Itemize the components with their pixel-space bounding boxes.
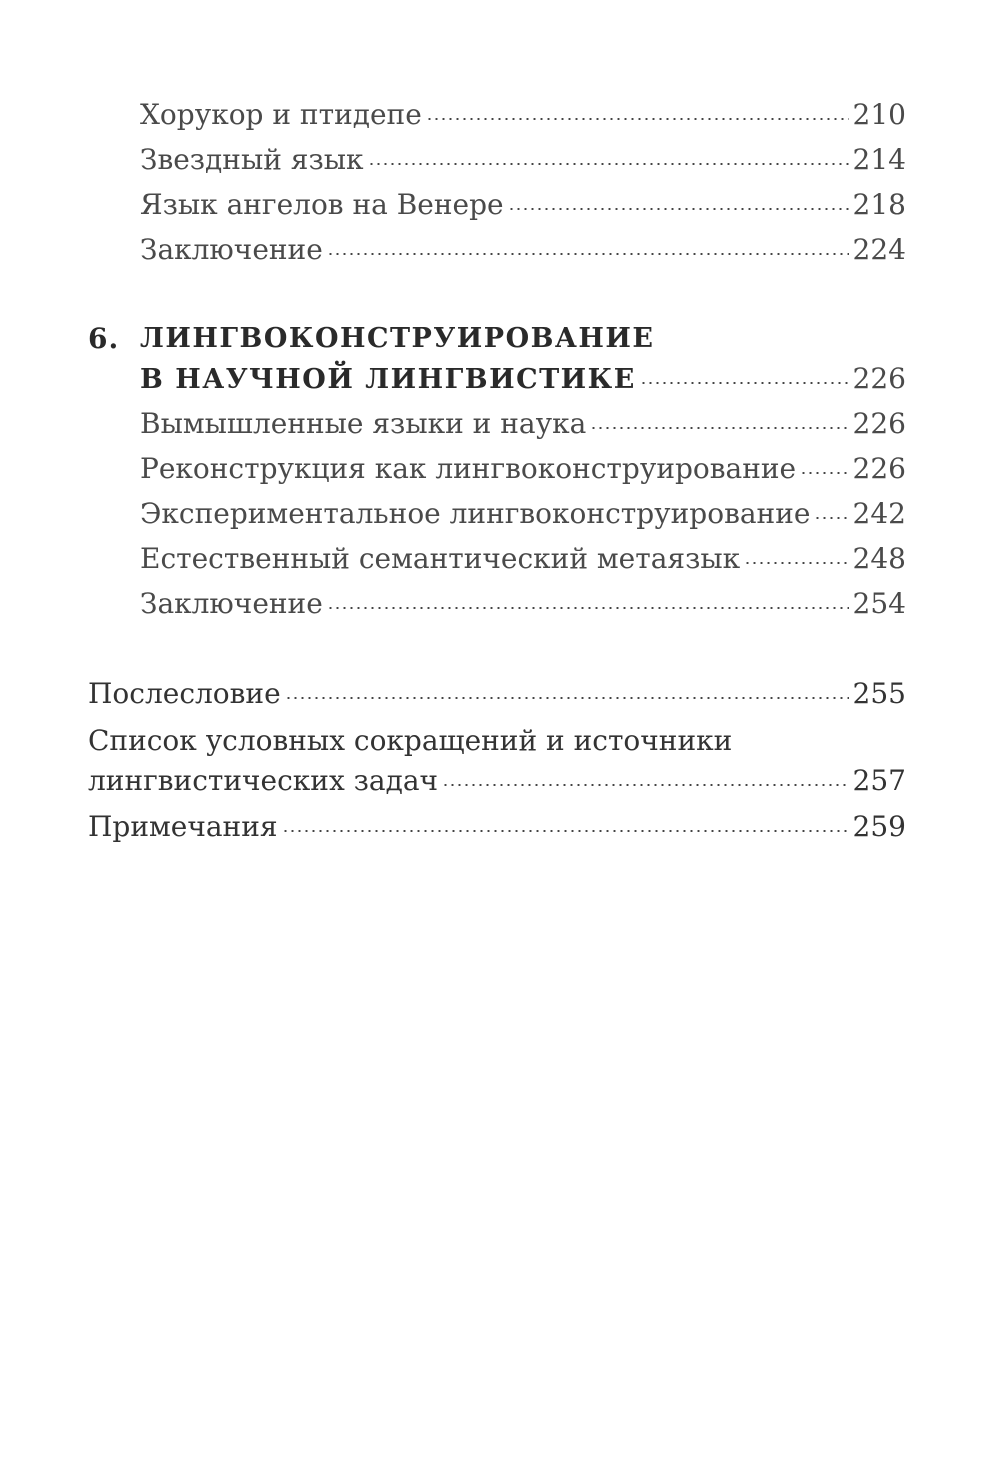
toc-entry[interactable]: [140, 233, 906, 267]
toc-entry-title: Заключение: [140, 587, 323, 620]
toc-entry-page: 226: [852, 362, 906, 395]
toc-entry[interactable]: [140, 98, 906, 132]
toc-entry-page: 226: [852, 452, 906, 485]
toc-entry[interactable]: [140, 407, 906, 441]
dot-leader: [368, 163, 849, 165]
toc-entry-title: Звездный язык: [140, 143, 364, 176]
toc-entry-page: 248: [852, 542, 906, 575]
chapter-title-entry[interactable]: [140, 362, 906, 397]
toc-entry-page: 242: [852, 497, 906, 530]
toc-entry[interactable]: [140, 587, 906, 621]
toc-entry-afterword[interactable]: [88, 677, 906, 711]
toc-entry-title: Язык ангелов на Венере: [140, 188, 504, 221]
chapter-title-line2: В НАУЧНОЙ ЛИНГВИСТИКЕ: [140, 364, 636, 395]
dot-leader: [327, 607, 849, 609]
dot-leader: [508, 208, 849, 210]
dot-leader: [282, 830, 849, 832]
toc-entry-title: Вымышленные языки и наука: [140, 407, 587, 440]
toc-entry-abbreviations-line1[interactable]: Список условных сокращений и источники: [88, 724, 733, 757]
toc-entry-page: 210: [852, 98, 906, 131]
toc-entry-title: Экспериментальное лингвоконструирование: [140, 497, 811, 530]
toc-entry[interactable]: [140, 452, 906, 486]
toc-entry-page: 224: [852, 233, 906, 266]
toc-entry[interactable]: [140, 542, 906, 576]
toc-entry[interactable]: [140, 188, 906, 222]
toc-entry[interactable]: [140, 497, 906, 531]
dot-leader: [327, 253, 849, 255]
toc-entry-title: Заключение: [140, 233, 323, 266]
chapter-number: 6.: [88, 322, 120, 355]
toc-entry-title: Реконструкция как лингвоконструирование: [140, 452, 797, 485]
toc-entry-title: Естественный семантический метаязык: [140, 542, 741, 575]
toc-entry-title: Хорукор и птидепе: [140, 98, 422, 131]
toc-entry-page: 257: [852, 764, 906, 797]
toc-entry-title: лингвистических задач: [88, 764, 439, 797]
dot-leader: [640, 382, 849, 384]
dot-leader: [285, 697, 849, 699]
toc-entry-page: 218: [852, 188, 906, 221]
toc-entry-page: 255: [852, 677, 906, 710]
dot-leader: [426, 118, 849, 120]
toc-entry-title: Примечания: [88, 810, 278, 843]
toc-entry-page: 259: [852, 810, 906, 843]
toc-entry-abbreviations[interactable]: [88, 764, 906, 798]
toc-entry-page: 254: [852, 587, 906, 620]
dot-leader: [442, 784, 848, 786]
toc-entry[interactable]: [140, 143, 906, 177]
toc-entry-page: 214: [852, 143, 906, 176]
dot-leader: [590, 427, 848, 429]
toc-entry-page: 226: [852, 407, 906, 440]
dot-leader: [800, 472, 848, 474]
dot-leader: [814, 517, 848, 519]
chapter-title-line1[interactable]: ЛИНГВОКОНСТРУИРОВАНИЕ: [140, 323, 655, 354]
toc-entry-title: Послесловие: [88, 677, 281, 710]
toc-entry-notes[interactable]: [88, 810, 906, 844]
dot-leader: [744, 562, 848, 564]
